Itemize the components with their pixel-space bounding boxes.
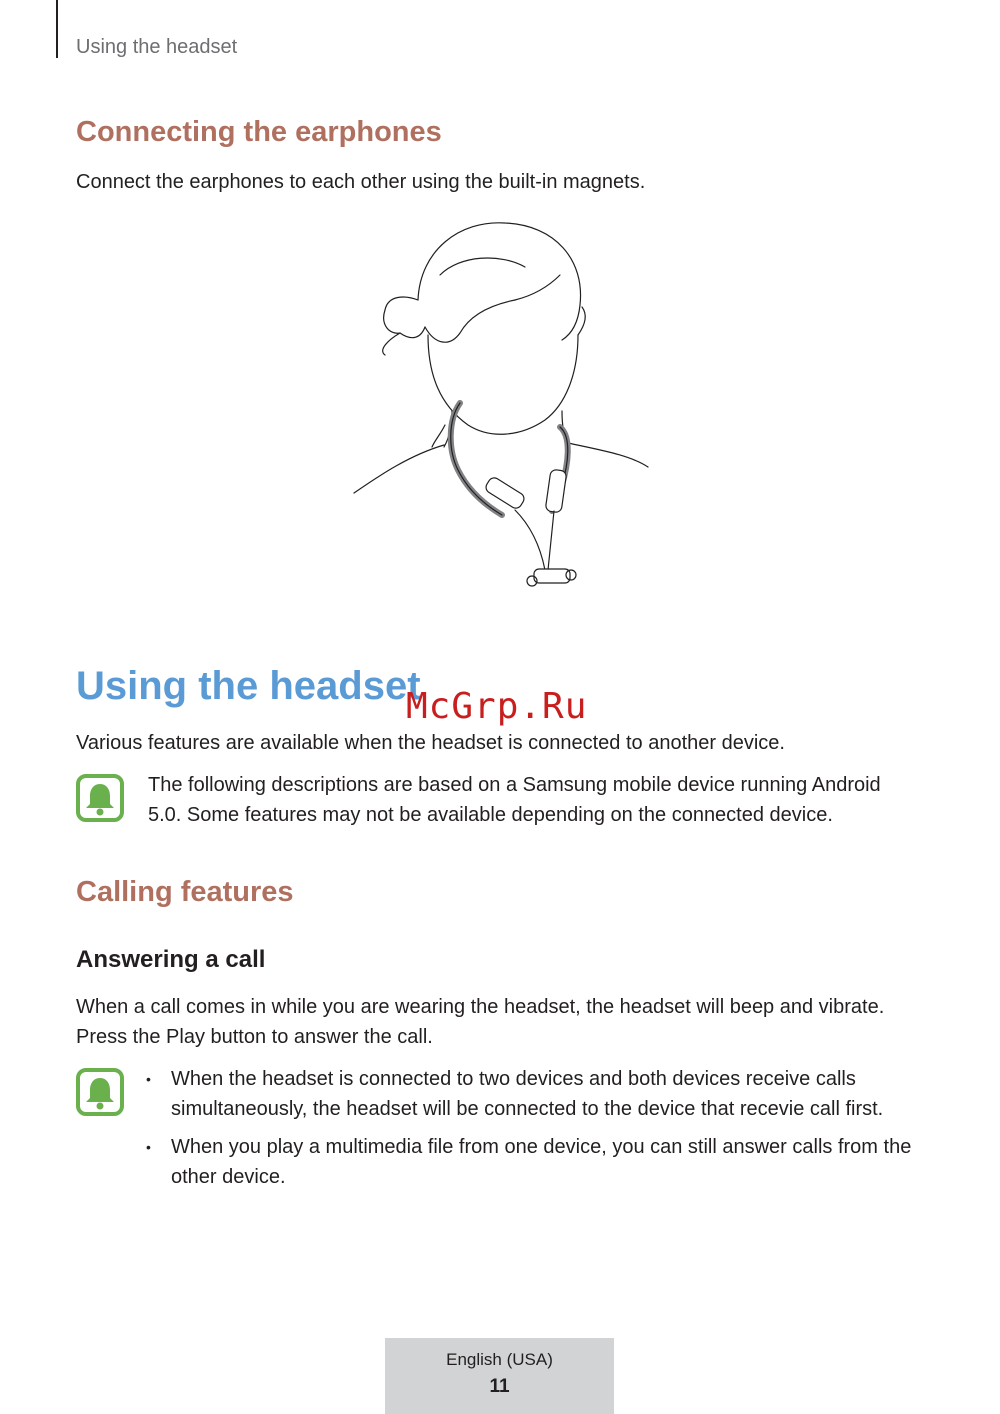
main-title-using-headset: Using the headset [76,664,421,708]
watermark-text: McGrp.Ru [406,686,588,727]
answering-body: When a call comes in while you are wearing the headset, the headset will beep and vibrate. Press the Play button to answer the call. [76,996,885,1048]
page-number: 11 [489,1376,510,1397]
calling-note-list [148,1064,918,1200]
page-footer [385,1338,614,1414]
section-title-calling: Calling features [76,876,294,908]
note-text-android: The following descriptions are based on a Samsung mobile device running Android 5.0. Some features may not be available depending on the connected device. [148,774,881,826]
note-bell-icon [76,1068,124,1116]
subsection-title-answering: Answering a call [76,946,266,973]
section-title-connecting: Connecting the earphones [76,116,442,148]
list-item: • When the headset is connected to two devices and both devices receive calls simultaneously, the headset will be connected to the device that recevie call first. [148,1064,918,1124]
headset-wearing-illustration [340,215,660,605]
using-body: Various features are available when the headset is connected to another device. [76,732,785,754]
header-rule [56,0,58,58]
connecting-body: Connect the earphones to each other using the built-in magnets. [76,171,646,193]
footer-language: English (USA) [446,1350,553,1369]
running-header: Using the headset [76,36,238,58]
list-item: • When you play a multimedia file from one device, you can still answer calls from the other device. [148,1132,918,1192]
note-bell-icon [76,774,124,822]
